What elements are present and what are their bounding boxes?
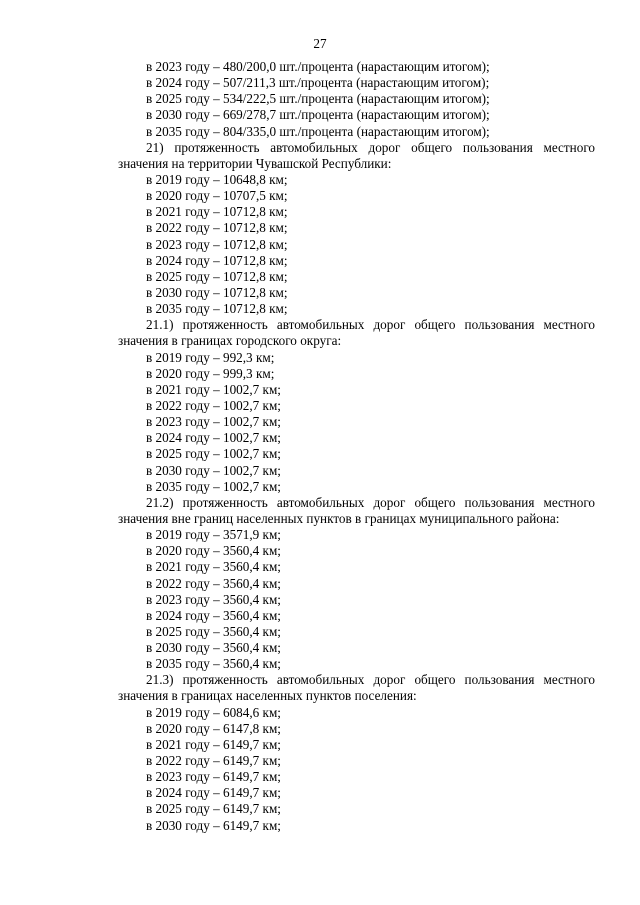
indicator-value-line: в 2025 году – 534/222,5 шт./процента (нарастающим итогом);: [146, 91, 490, 107]
paragraph-first-line: 21.1) протяженность автомобильных дорог общего пользования местного: [146, 317, 595, 333]
indicator-value-line: в 2024 году – 3560,4 км;: [146, 607, 281, 623]
document-body: [118, 59, 595, 834]
indicator-value-line: в 2022 году – 3560,4 км;: [146, 575, 281, 591]
paragraph-first-line: 21.2) протяженность автомобильных дорог общего пользования местного: [146, 494, 595, 510]
indicator-value-line: в 2021 году – 6149,7 км;: [146, 736, 281, 752]
indicator-value-line: в 2023 году – 1002,7 км;: [146, 414, 281, 430]
indicator-value-line: в 2035 году – 1002,7 км;: [146, 478, 281, 494]
indicator-value-line: в 2019 году – 992,3 км;: [146, 349, 275, 365]
indicator-value-line: в 2020 году – 3560,4 км;: [146, 543, 281, 559]
paragraph-continuation-line: значения в границах населенных пунктов поселения:: [118, 688, 417, 704]
indicator-value-line: в 2030 году – 1002,7 км;: [146, 462, 281, 478]
indicator-value-line: в 2035 году – 804/335,0 шт./процента (нарастающим итогом);: [146, 123, 490, 139]
paragraph-continuation-line: значения на территории Чувашской Республики:: [118, 155, 392, 171]
indicator-value-line: в 2022 году – 1002,7 км;: [146, 397, 281, 413]
indicator-value-line: в 2030 году – 10712,8 км;: [146, 284, 288, 300]
indicator-value-line: в 2021 году – 3560,4 км;: [146, 559, 281, 575]
indicator-value-line: в 2019 году – 6084,6 км;: [146, 704, 281, 720]
indicator-value-line: в 2023 году – 6149,7 км;: [146, 769, 281, 785]
indicator-value-line: в 2025 году – 6149,7 км;: [146, 801, 281, 817]
indicator-value-line: в 2023 году – 480/200,0 шт./процента (нарастающим итогом);: [146, 59, 490, 74]
indicator-value-line: в 2035 году – 10712,8 км;: [146, 301, 288, 317]
page-number: 27: [313, 36, 327, 51]
indicator-value-line: в 2035 году – 3560,4 км;: [146, 656, 281, 672]
indicator-value-line: в 2022 году – 6149,7 км;: [146, 753, 281, 769]
indicator-value-line: в 2021 году – 1002,7 км;: [146, 381, 281, 397]
paragraph-first-line: 21.3) протяженность автомобильных дорог общего пользования местного: [146, 672, 595, 688]
indicator-value-line: в 2019 году – 3571,9 км;: [146, 527, 281, 543]
indicator-value-line: в 2030 году – 6149,7 км;: [146, 817, 281, 833]
indicator-value-line: в 2020 году – 6147,8 км;: [146, 720, 281, 736]
indicator-value-line: в 2025 году – 10712,8 км;: [146, 268, 288, 284]
indicator-value-line: в 2023 году – 10712,8 км;: [146, 236, 288, 252]
indicator-value-line: в 2024 году – 6149,7 км;: [146, 785, 281, 801]
indicator-value-line: в 2024 году – 1002,7 км;: [146, 430, 281, 446]
indicator-value-line: в 2024 году – 507/211,3 шт./процента (нарастающим итогом);: [146, 75, 490, 91]
indicator-value-line: в 2022 году – 10712,8 км;: [146, 220, 288, 236]
indicator-value-line: в 2030 году – 669/278,7 шт./процента (нарастающим итогом);: [146, 107, 490, 123]
indicator-value-line: в 2019 году – 10648,8 км;: [146, 171, 288, 187]
indicator-value-line: в 2020 году – 10707,5 км;: [146, 188, 288, 204]
indicator-value-line: в 2030 году – 3560,4 км;: [146, 640, 281, 656]
paragraph-continuation-line: значения вне границ населенных пунктов в границах муниципального района:: [118, 510, 560, 526]
indicator-value-line: в 2024 году – 10712,8 км;: [146, 252, 288, 268]
indicator-value-line: в 2020 году – 999,3 км;: [146, 365, 275, 381]
indicator-value-line: в 2021 году – 10712,8 км;: [146, 204, 288, 220]
indicator-value-line: в 2025 году – 1002,7 км;: [146, 446, 281, 462]
paragraph-continuation-line: значения в границах городского округа:: [118, 333, 342, 349]
paragraph-first-line: 21) протяженность автомобильных дорог общего пользования местного: [146, 139, 595, 155]
indicator-value-line: в 2023 году – 3560,4 км;: [146, 591, 281, 607]
indicator-value-line: в 2025 году – 3560,4 км;: [146, 623, 281, 639]
